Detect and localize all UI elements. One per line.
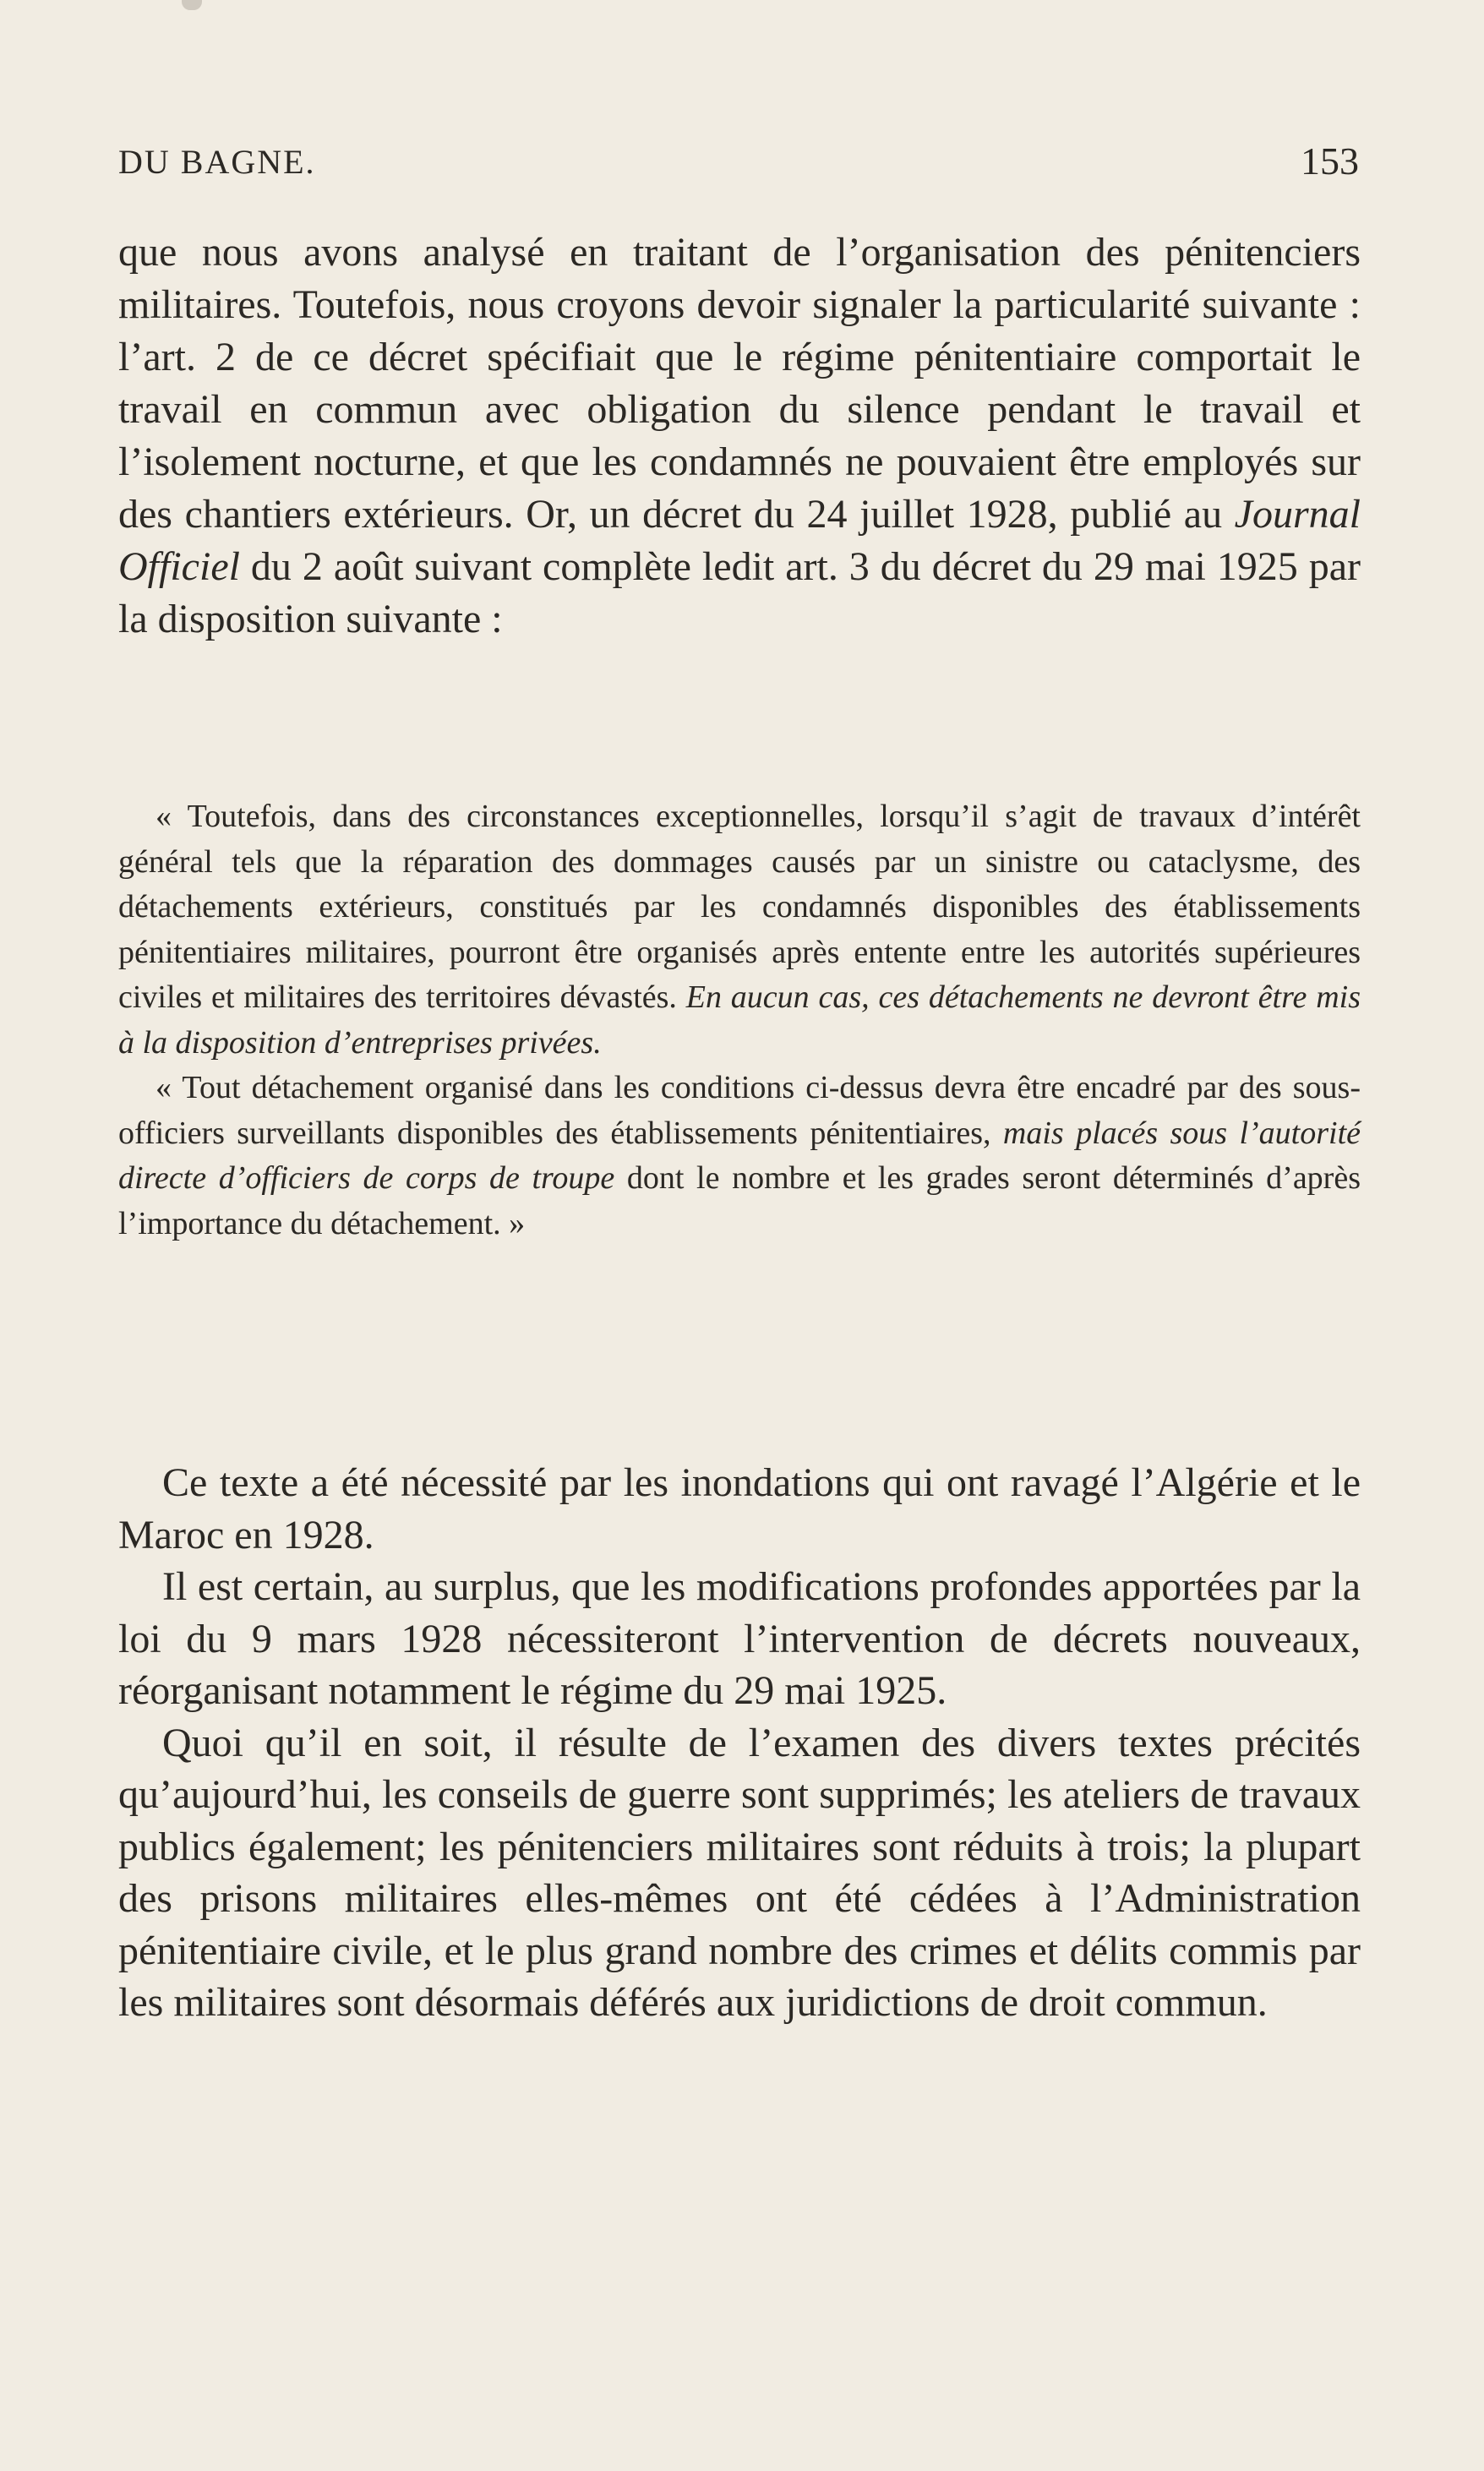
opening-paragraph-text	[118, 226, 1361, 646]
page-corner-mark	[182, 0, 202, 10]
page-number: 153	[1301, 139, 1359, 183]
closing-paragraph-2: Il est certain, au surplus, que les modifications profondes apportées par la loi du 9 mars 1928 nécessiteront l’intervention de décrets nouveaux, réorganisant notamment le régime du 29 mai 1925.	[118, 1564, 1361, 1713]
quote-paragraph-2	[118, 1066, 1361, 1246]
opening-text-part-2: du 2 août suivant complète ledit art. 3 du décret du 29 mai 1925 par la disposition suivante :	[118, 544, 1361, 641]
closing-text	[118, 1457, 1361, 2029]
quote-p1-text: « Toutefois, dans des circonstances exceptionnelles, lorsqu’il s’agit de travaux d’intérêt général tels que la réparation des dommages causés par un sinistre ou cataclysme, des détachements extérieurs, constitués par les condamnés disponibles des établissements pénitentiaires militaires, pourront être organisés après entente entre les autorités supérieures civiles et militaires des territoires dévastés.	[118, 799, 1361, 1015]
opening-text-part-1: que nous avons analysé en traitant de l’organisation des pénitenciers militaires. Toutefois, nous croyons devoir signaler la particularité suivante : l’art. 2 de ce décret spécifiait que le régime pénitentiaire comportait le travail en commun avec obligation du silence pendant le travail et l’isolement nocturne, et que les condamnés ne pouvaient être employés sur des chantiers extérieurs. Or, un décret du 24 juillet 1928, publié au	[118, 230, 1361, 537]
quote-paragraph-1	[118, 794, 1361, 1066]
running-title: DU BAGNE.	[118, 143, 316, 181]
quote-p2-text: « Tout détachement organisé dans les conditions ci-dessus devra être encadré par des sous-officiers surveillants disponibles des établissements pénitentiaires,	[118, 1070, 1361, 1151]
opening-paragraph	[118, 226, 1361, 646]
quote-p2-italic: mais placés sous l’autorité directe d’officiers de corps de troupe	[118, 1115, 1361, 1196]
closing-paragraph-3: Quoi qu’il en soit, il résulte de l’examen des divers textes précités qu’aujourd’hui, les conseils de guerre sont supprimés; les ateliers de travaux publics également; les pénitenciers militaires sont réduits à trois; la plupart des prisons militaires elles-mêmes ont été cédées à l’Administration pénitentiaire civile, et le plus grand nombre des crimes et délits commis par les militaires sont désormais déférés aux juridictions de droit commun.	[118, 1720, 1361, 2025]
quote-p2-end: dont le nombre et les grades seront déterminés d’après l’importance du détachement. »	[118, 1160, 1361, 1241]
running-head	[118, 139, 1359, 193]
quoted-decree	[118, 794, 1361, 1246]
quote-p1-italic: En aucun cas, ces détachements ne devront être mis à la disposition d’entreprises privées.	[118, 979, 1361, 1061]
closing-paragraph-1: Ce texte a été nécessité par les inondations qui ont ravagé l’Algérie et le Maroc en 1928.	[118, 1460, 1361, 1557]
journal-title: Journal Officiel	[118, 492, 1361, 589]
